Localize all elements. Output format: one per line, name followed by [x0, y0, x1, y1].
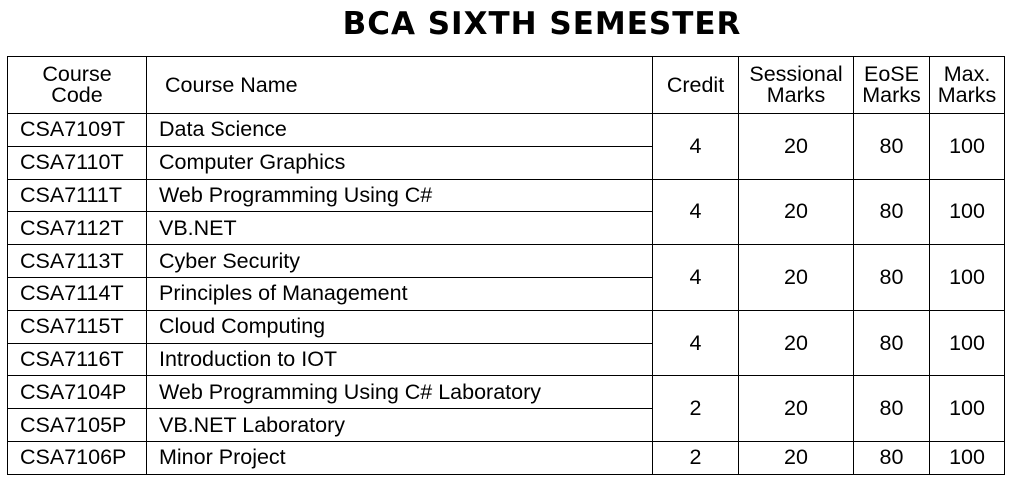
eose-marks-value: 80 — [854, 114, 930, 180]
course-name: Cloud Computing — [147, 310, 653, 343]
header-max-line1: Max. — [943, 62, 991, 86]
max-marks-value: 100 — [930, 441, 1005, 474]
max-marks-value: 100 — [930, 114, 1005, 180]
course-name: Web Programming Using C# Laboratory — [147, 376, 653, 409]
course-code: CSA7109T — [8, 114, 147, 147]
header-max-line2: Marks — [937, 83, 997, 107]
course-name: Minor Project — [147, 441, 653, 474]
header-row — [8, 57, 1005, 114]
course-name: VB.NET Laboratory — [147, 409, 653, 442]
table-row — [8, 245, 1005, 278]
credit-value: 4 — [653, 179, 739, 245]
course-table — [7, 56, 1005, 475]
header-eose-line1: EoSE — [864, 62, 919, 86]
eose-marks-value: 80 — [854, 310, 930, 376]
course-name: Cyber Security — [147, 245, 653, 278]
max-marks-value: 100 — [930, 245, 1005, 311]
course-name: Web Programming Using C# — [147, 179, 653, 212]
sessional-marks-value: 20 — [739, 245, 854, 311]
sessional-marks-value: 20 — [739, 441, 854, 474]
eose-marks-value: 80 — [854, 179, 930, 245]
page-title: BCA SIXTH SEMESTER — [342, 6, 742, 42]
course-name: Data Science — [147, 114, 653, 147]
course-code: CSA7104P — [8, 376, 147, 409]
course-code: CSA7112T — [8, 212, 147, 245]
credit-value: 4 — [653, 114, 739, 180]
credit-value: 4 — [653, 245, 739, 311]
course-code: CSA7105P — [8, 409, 147, 442]
table-row — [8, 114, 1005, 147]
table-row — [8, 179, 1005, 212]
course-code: CSA7110T — [8, 146, 147, 179]
max-marks-value: 100 — [930, 310, 1005, 376]
table-row — [8, 441, 1005, 474]
header-course-code-line2: Code — [51, 83, 103, 107]
header-course-name: Course Name — [147, 57, 653, 114]
course-code: CSA7114T — [8, 277, 147, 310]
table-row — [8, 310, 1005, 343]
course-name: Introduction to IOT — [147, 343, 653, 376]
course-code: CSA7106P — [8, 441, 147, 474]
eose-marks-value: 80 — [854, 441, 930, 474]
table-row — [8, 376, 1005, 409]
eose-marks-value: 80 — [854, 245, 930, 311]
credit-value: 4 — [653, 310, 739, 376]
eose-marks-value: 80 — [854, 376, 930, 442]
course-name: Computer Graphics — [147, 146, 653, 179]
max-marks-value: 100 — [930, 376, 1005, 442]
header-credit: Credit — [653, 57, 739, 114]
sessional-marks-value: 20 — [739, 179, 854, 245]
sessional-marks-value: 20 — [739, 114, 854, 180]
sessional-marks-value: 20 — [739, 376, 854, 442]
header-eose-line2: Marks — [862, 83, 921, 107]
header-sessional-line1: Sessional — [749, 62, 843, 86]
course-name: Principles of Management — [147, 277, 653, 310]
header-course-code-line1: Course — [42, 62, 112, 86]
header-course-code — [8, 57, 147, 114]
credit-value: 2 — [653, 441, 739, 474]
course-code: CSA7111T — [8, 179, 147, 212]
max-marks-value: 100 — [930, 179, 1005, 245]
course-code: CSA7115T — [8, 310, 147, 343]
course-code: CSA7113T — [8, 245, 147, 278]
header-sessional-marks — [739, 57, 854, 114]
credit-value: 2 — [653, 376, 739, 442]
header-sessional-line2: Marks — [766, 83, 826, 107]
header-eose-marks — [854, 57, 930, 114]
header-max-marks — [930, 57, 1005, 114]
sessional-marks-value: 20 — [739, 310, 854, 376]
course-code: CSA7116T — [8, 343, 147, 376]
course-name: VB.NET — [147, 212, 653, 245]
